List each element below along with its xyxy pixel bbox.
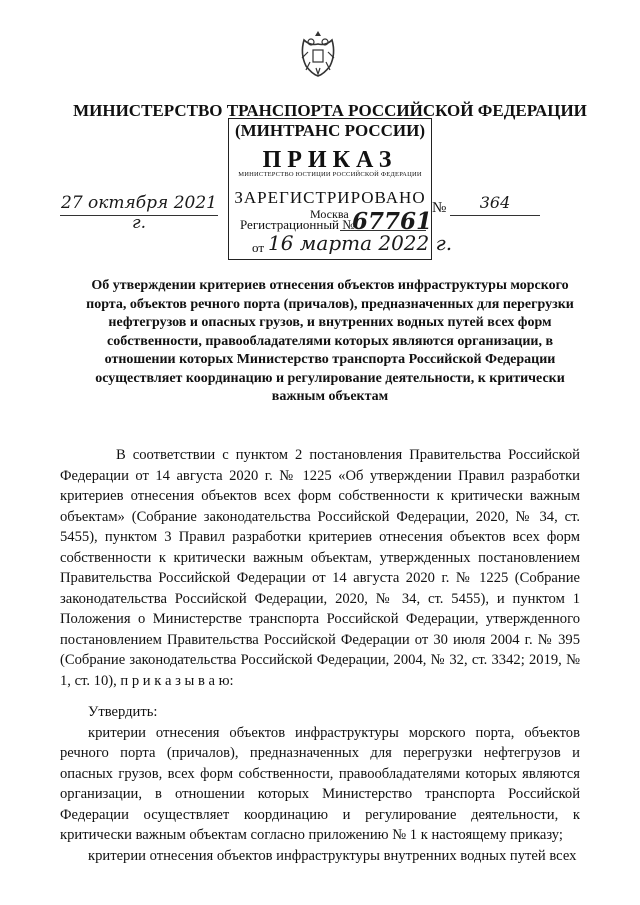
stamp-authority: МИНИСТЕРСТВО ЮСТИЦИИ РОССИЙСКОЙ ФЕДЕРАЦИИ [238,171,422,178]
preamble-section [60,445,580,691]
coat-of-arms-emblem [296,28,340,80]
preamble-paragraph: В соответствии с пунктом 2 постановления Правительства Российской Федерации от 14 августа 2020 г. № 1225 «Об утверждении Правил разработки критериев отнесения объектов всех форм собственности к критически важным объектам» (Собрание законодательства Российской Федерации, 2020, № 34, ст. 5455), пунктом 3 Правил разработки критериев отнесения объектов всех форм собственности к критически важным объектам, утвержденных постановлением Правительства Российской Федерации от 14 августа 2020 г. № 1225 (Собрание законодательства Российской Федерации, 2020, № 34, ст. 5455), и пунктом 1 Положения о Министерстве транспорта Российской Федерации, утвержденного постановлением Правительства Российской Федерации от 30 июля 2004 г. № 395 (Собрание законодательства Российской Федерации, 2004, № 32, ст. 3342; 2019, № 1, ст. 10), п р и к а з ы в а ю: [60,447,580,689]
stamp-reg-number: 67761 [352,208,433,235]
criteria-item-2: критерии отнесения объектов инфраструктуры внутренних водных путей всех [88,847,577,864]
approve-paragraph: Утвердить: [88,704,158,720]
stamp-from-label: от [252,240,265,255]
number-label: № [432,200,447,216]
ministry-name: МИНИСТЕРСТВО ТРАНСПОРТА РОССИЙСКОЙ ФЕДЕРАЦИИ [73,101,587,120]
order-number: 364 [450,193,540,216]
resolution-section [60,702,580,866]
criteria-item-1: критерии отнесения объектов инфраструктуры морского порта, объектов речного порта (причалов), предназначенных для перегрузки нефтегрузов и опасных грузов, всех форм собственности, правообладателями которых являются организации, в отношении которых Министерство транспорта Российской Федерации осуществляет координацию и регулирование деятельности, к критически важным объектам согласно приложению № 1 к настоящему приказу; [60,724,580,843]
stamp-reg-number-label: Регистрационный № [240,217,355,232]
ministry-short-name: (МИНТРАНС РОССИИ) [234,121,426,140]
document-type: ПРИКАЗ [262,147,398,173]
stamp-date: 16 марта 2022 г. [268,231,453,255]
order-date: 27 октября 2021 г. [61,193,217,233]
stamp-registered-label: ЗАРЕГИСТРИРОВАНО [234,188,426,207]
stamp-city: Москва [310,207,349,221]
document-title: Об утверждении критериев отнесения объектов инфраструктуры морского порта, объектов речного порта (причалов), предназначенных для перегрузки нефтегрузов и опасных грузов, и внутренних водных путей всех форм собственности, правообладателями которых являются организации, в отношении которых Министерство транспорта Российской Федерации осуществляет координацию и регулирование деятельности, к критически важным объектам [86,278,574,404]
